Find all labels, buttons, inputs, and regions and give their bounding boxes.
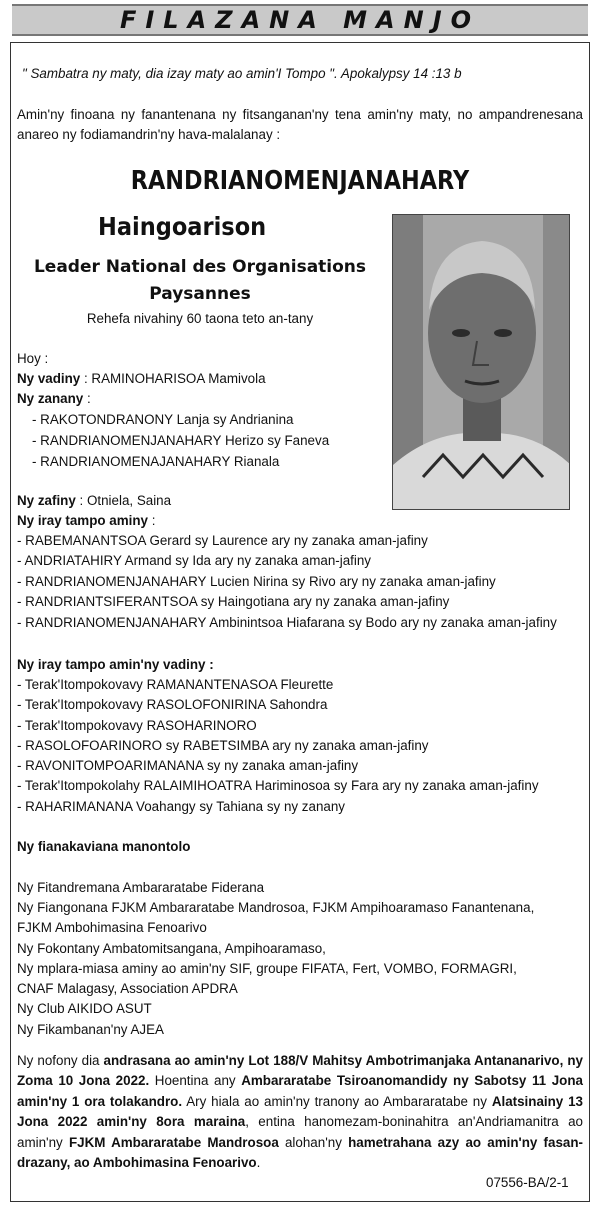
sibling-item: - ANDRIATAHIRY Armand sy Ida ary ny zanaka aman-jafiny: [17, 553, 371, 568]
intro-paragraph: Amin'ny finoana ny fanantenana ny fitsanganan'ny tena amin'ny maty, no ampandrenesana anareo ny fodiamandrin'ny hava-malalanay :: [17, 107, 583, 142]
siblings-label: Ny iray tampo aminy: [17, 513, 148, 528]
deceased-given-name: Haingoarison: [98, 212, 267, 241]
organization-item: Ny Fokontany Ambatomitsangana, Ampihoaramaso,: [17, 941, 326, 956]
spouse-sibling-item: - Terak'Itompokovavy RAMANANTENASOA Fleurette: [17, 677, 334, 692]
children-colon: :: [83, 391, 91, 406]
spouse-siblings-heading: Ny iray tampo amin'ny vadiny :: [17, 657, 214, 672]
closing-bold: hametrahana azy ao amin'ny fasan-drazany, ao Ambohimasina Fenoarivo: [17, 1134, 583, 1171]
closing-bold: andrasana ao amin'ny Lot 188/V Mahitsy Ambotrimanjaka Antananarivo, ny Zoma 10 Jona 2022.: [17, 1053, 583, 1089]
sibling-item: - RABEMANANTSOA Gerard sy Laurence ary ny zanaka aman-jafiny: [17, 533, 428, 548]
funeral-arrangements: [17, 1051, 583, 1173]
bible-verse: " Sambatra ny maty, dia izay maty ao amin'I Tompo ". Apokalypsy 14 :13 b: [22, 66, 462, 81]
grandchildren-label: Ny zafiny: [17, 493, 76, 508]
siblings-colon: :: [147, 513, 156, 528]
closing-bold: Alatsinainy 13 Jona 2022 amin'ny 8ora maraina: [17, 1093, 583, 1130]
header-banner: [12, 4, 588, 36]
deceased-age: Rehefa nivahiny 60 taona teto an-tany: [86, 311, 314, 326]
spouse-label: Ny vadiny: [17, 371, 81, 386]
deceased-title-line1: Leader National des Organisations: [33, 257, 367, 277]
spouse-sibling-item: - RAVONITOMPOARIMANANA sy ny zanaka aman-jafiny: [17, 758, 359, 773]
reference-code: 07556-BA/2-1: [486, 1175, 569, 1190]
banner-title: FILAZANA MANJO: [119, 6, 481, 34]
sibling-item: - RANDRIANTSIFERANTSOA sy Haingotiana ary ny zanaka aman-jafiny: [17, 594, 450, 609]
sibling-item: - RANDRIANOMENJANAHARY Ambinintsoa Hiafarana sy Bodo ary ny zanaka aman-jafiny: [17, 615, 557, 630]
closing-text: .: [256, 1155, 261, 1171]
sibling-item: - RANDRIANOMENJANAHARY Lucien Nirina sy Rivo ary ny zanaka aman-jafiny: [17, 574, 496, 589]
closing-text: alohan'ny: [278, 1134, 349, 1150]
deceased-surname: RANDRIANOMENJANAHARY: [130, 166, 470, 196]
closing-text: Ny nofony dia: [17, 1053, 104, 1068]
grandchildren-line: [17, 491, 171, 511]
child-item: - RANDRIANOMENAJANAHARY Rianala: [32, 454, 280, 469]
closing-text: Ary hiala ao amin'ny tranony ao Ambararatabe ny: [182, 1093, 492, 1109]
organization-item: Ny Fiangonana FJKM Ambararatabe Mandrosoa, FJKM Ampihoaramaso Fanantenana,: [17, 900, 535, 915]
relatives-heading: Ny fianakaviana manontolo: [17, 839, 191, 854]
organization-item: Ny Fitandremana Ambararatabe Fiderana: [17, 880, 265, 895]
organization-item: Ny mplara-miasa aminy ao amin'ny SIF, groupe FIFATA, Fert, VOMBO, FORMAGRI,: [17, 961, 517, 976]
spouse-sibling-item: - Terak'Itompokovavy RASOHARINORO: [17, 718, 257, 733]
organization-item: FJKM Ambohimasina Fenoarivo: [17, 920, 207, 935]
deceased-title-line2: Paysannes: [149, 284, 251, 304]
child-item: - RAKOTONDRANONY Lanja sy Andrianina: [32, 412, 294, 427]
spouse-sibling-item: - RASOLOFOARINORO sy RABETSIMBA ary ny zanaka aman-jafiny: [17, 738, 429, 753]
spouse-sibling-item: - RAHARIMANANA Voahangy sy Tahiana sy ny zanany: [17, 799, 345, 814]
child-item: - RANDRIANOMENJANAHARY Herizo sy Faneva: [32, 433, 330, 448]
spouse-line: [17, 369, 266, 389]
hoy-label: Hoy :: [17, 351, 49, 366]
organization-item: Ny Club AIKIDO ASUT: [17, 1001, 152, 1016]
closing-text: , entina hanomezam-boninahitra an'Andriamanitra ao amin'ny: [17, 1114, 583, 1150]
closing-bold: FJKM Ambararatabe Mandrosoa: [68, 1134, 279, 1150]
grandchildren-value: : Otniela, Saina: [75, 493, 172, 508]
organization-item: CNAF Malagasy, Association APDRA: [17, 981, 238, 996]
spouse-value: : RAMINOHARISOA Mamivola: [80, 371, 266, 386]
spouse-sibling-item: - Terak'Itompokovavy RASOLOFONIRINA Sahondra: [17, 697, 328, 712]
siblings-heading: [17, 511, 155, 531]
children-label: Ny zanany: [17, 391, 84, 406]
portrait-illustration: [393, 215, 570, 510]
closing-bold: Ambararatabe Tsiroanomandidy ny Sabotsy 11 Jona amin'ny 1 ora tolakandro.: [17, 1073, 583, 1109]
spouse-sibling-item: - Terak'Itompokolahy RALAIMIHOATRA Hariminosoa sy Fara ary ny zanaka aman-jafiny: [17, 778, 539, 793]
children-heading: [17, 389, 91, 409]
organization-item: Ny Fikambanan'ny AJEA: [17, 1022, 164, 1037]
portrait-photo: [392, 214, 570, 510]
closing-text: Hoentina any: [149, 1073, 242, 1089]
